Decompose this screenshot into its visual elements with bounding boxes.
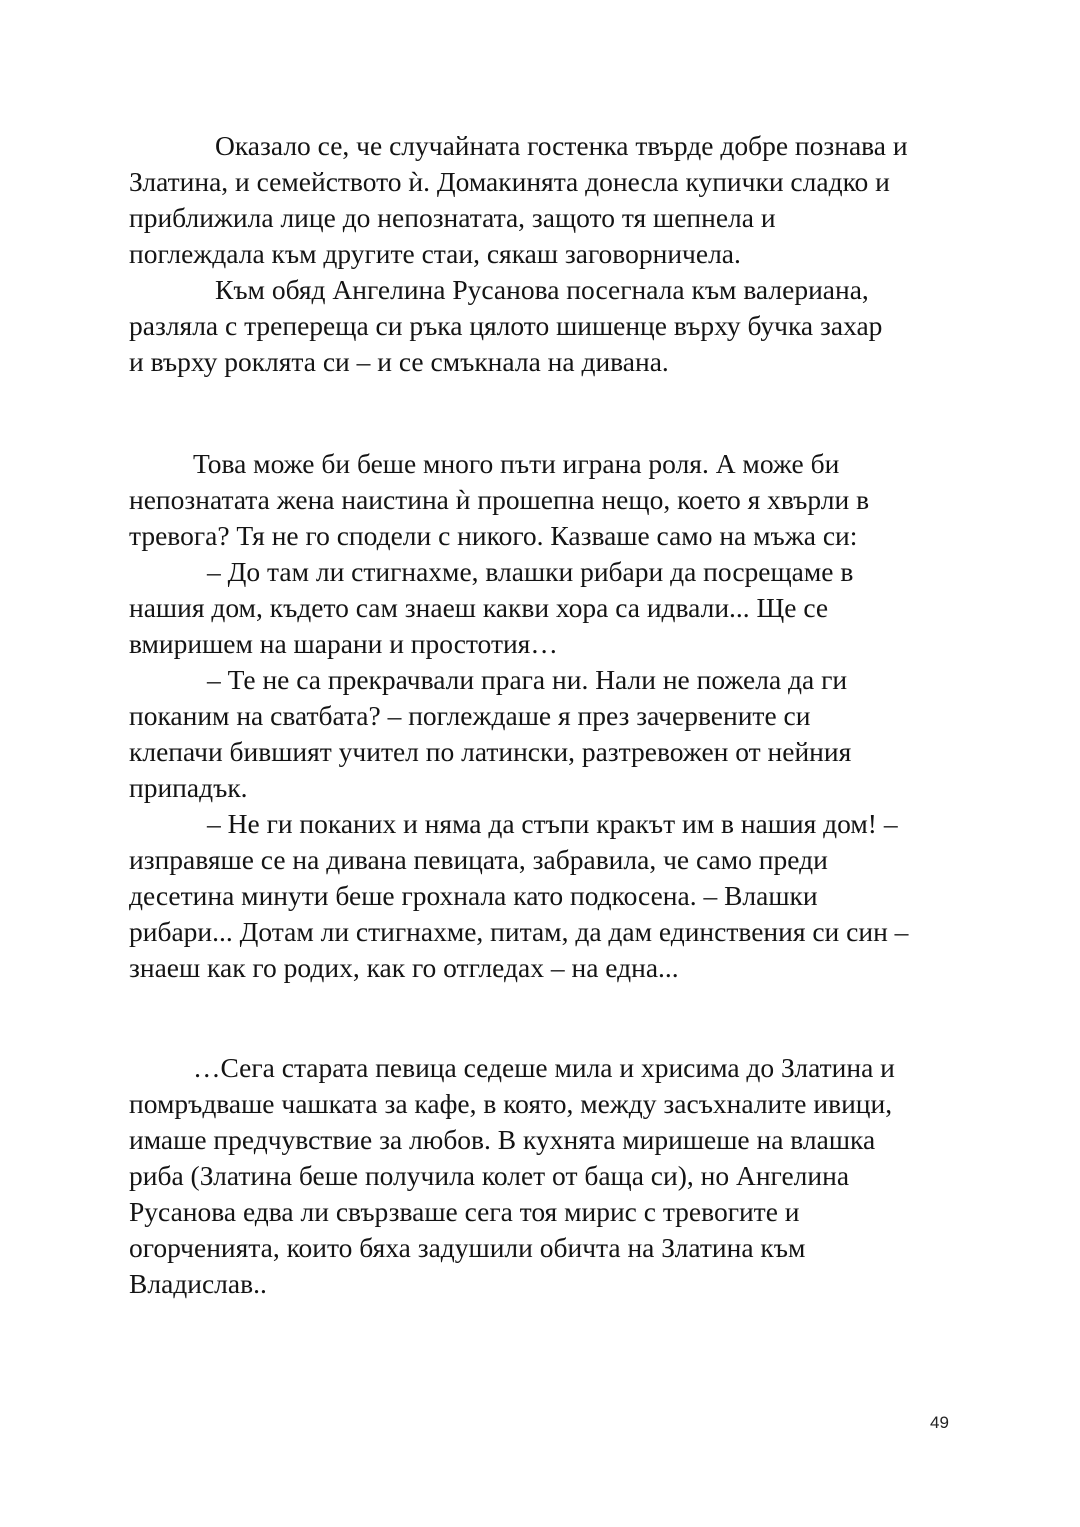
text-line: – Те не са прекрачвали прага ни. Нали не пожела да ги: [207, 664, 848, 695]
text-line: десетина минути беше грохнала като подкосена. – Влашки: [129, 880, 818, 911]
text-line: разляла с трепереща си ръка цялото шишенце върху бучка захар: [129, 310, 883, 341]
text-line: – До там ли стигнахме, влашки рибари да посрещаме в: [207, 556, 854, 587]
text-line: Русанова едва ли свързваше сега тоя мирис с тревогите и: [129, 1196, 800, 1227]
text-line: вмиришем на шарани и простотия…: [129, 628, 558, 659]
text-line: риба (Златина беше получила колет от баща си), но Ангелина: [129, 1160, 850, 1191]
text-line: поглеждала към другите стаи, сякаш заговорничела.: [129, 238, 741, 269]
text-line: изправяше се на дивана певицата, забравила, че само преди: [129, 844, 828, 875]
text-line: Златина, и семейството ѝ. Домакинята донесла купички сладко и: [129, 166, 890, 197]
text-line: знаеш как го родих, как го отгледах – на една...: [129, 952, 679, 983]
text-line: рибари... Дотам ли стигнахме, питам, да дам единствения си син –: [129, 916, 909, 947]
text-line: – Не ги поканих и няма да стъпи кракът им в нашия дом! –: [207, 808, 898, 839]
text-line: непознатата жена наистина ѝ прошепна нещо, което я хвърли в: [129, 484, 870, 515]
page-number: 49: [930, 1413, 949, 1432]
text-line: имаше предчувствие за любов. В кухнята миришеше на влашка: [129, 1124, 876, 1155]
text-line: припадък.: [129, 772, 248, 803]
text-line: тревога? Тя не го сподели с никого. Казваше само на мъжа си:: [129, 520, 858, 551]
text-line: нашия дом, където сам знаеш какви хора са идвали... Ще се: [129, 592, 829, 623]
text-line: Това може би беше много пъти играна роля. А може би: [193, 448, 840, 479]
text-line: Към обяд Ангелина Русанова посегнала към валериана,: [215, 274, 869, 305]
text-line: поканим на сватбата? – поглеждаше я през зачервените си: [129, 700, 811, 731]
text-line: помръдваше чашката за кафе, в която, между засъхналите ивици,: [129, 1088, 893, 1119]
text-line: …Сега старата певица седеше мила и хрисима до Златина и: [193, 1052, 895, 1083]
text-line: клепачи бившият учител по латински, разтревожен от нейния: [129, 736, 852, 767]
text-line: и върху роклята си – и се смъкнала на дивана.: [129, 346, 669, 377]
text-line: огорченията, които бяха задушили обичта на Златина към: [129, 1232, 806, 1263]
text-line: приближила лице до непознатата, защото тя шепнела и: [129, 202, 776, 233]
text-line: Оказало се, че случайната гостенка твърде добре познава и: [215, 130, 908, 161]
text-line: Владислав..: [129, 1268, 267, 1299]
